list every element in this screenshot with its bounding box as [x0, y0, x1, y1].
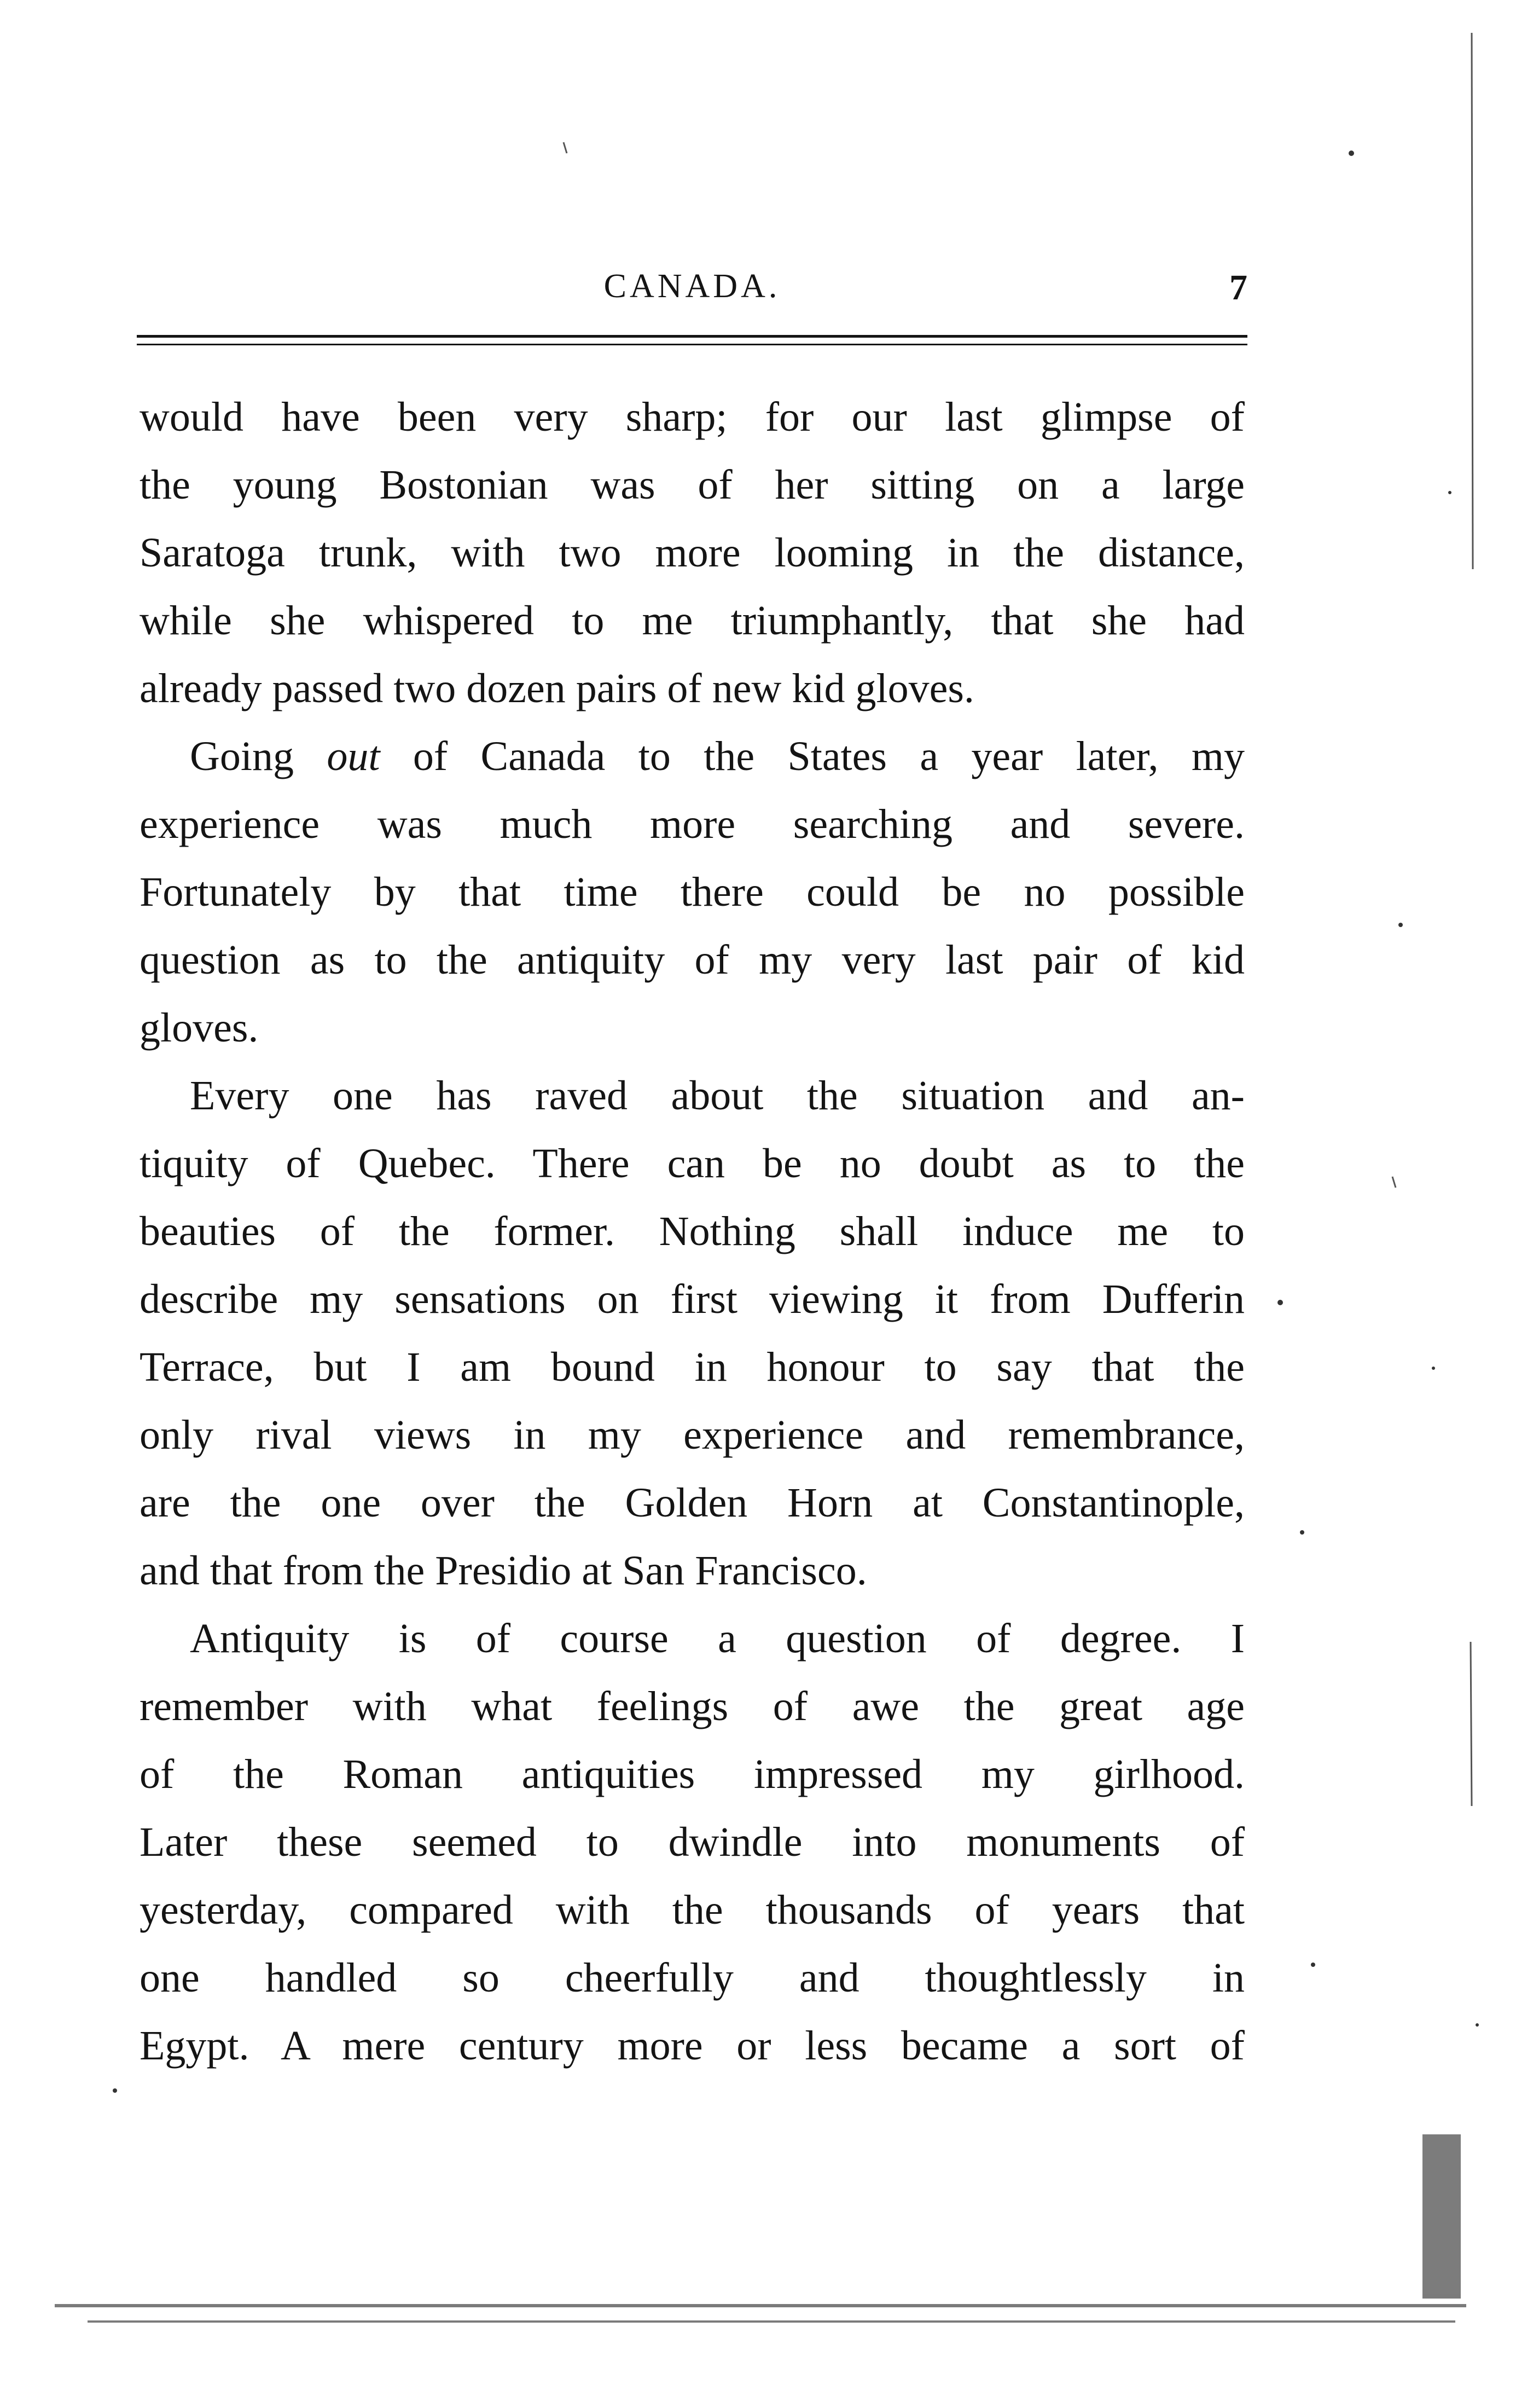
text-line: Terrace, but I am bound in honour to say that the [140, 1344, 1245, 1390]
text-line: Egypt. A mere century more or less became a sort of [140, 2023, 1245, 2069]
text-line: only rival views in my experience and remembrance, [140, 1412, 1245, 1458]
text-line: experience was much more searching and severe. [140, 801, 1245, 847]
text-line: tiquity of Quebec. There can be no doubt as to the [140, 1141, 1245, 1186]
text-line: Every one has raved about the situation and an- [190, 1073, 1245, 1119]
text-line: the young Bostonian was of her sitting on a large [140, 462, 1245, 508]
text-line: Later these seemed to dwindle into monuments of [140, 1819, 1245, 1865]
running-head [137, 267, 1247, 316]
text-line: gloves. [140, 1005, 259, 1051]
text-fragment: of Canada to the States a year later, my [380, 733, 1245, 779]
text-line: while she whispered to me triumphantly, that she had [140, 598, 1245, 644]
page-number: 7 [1229, 268, 1247, 308]
header-rule-thick [137, 335, 1247, 338]
text-line-with-italic [140, 722, 1245, 790]
text-line: Saratoga trunk, with two more looming in the distance, [140, 530, 1245, 576]
text-line: question as to the antiquity of my very last pair of kid [140, 937, 1245, 983]
running-head-title: CANADA. [603, 268, 781, 305]
text-line: Fortunately by that time there could be no possible [140, 869, 1245, 915]
text-line: would have been very sharp; for our last glimpse of [140, 394, 1245, 440]
text-line: are the one over the Golden Horn at Constantinople, [140, 1480, 1245, 1526]
text-line: one handled so cheerfully and thoughtlessly in [140, 1955, 1245, 2001]
text-line: of the Roman antiquities impressed my girlhood. [140, 1751, 1245, 1797]
text-line: describe my sensations on first viewing it from Dufferin [140, 1276, 1245, 1322]
text-line: yesterday, compared with the thousands of years that [140, 1887, 1245, 1933]
text-line: Antiquity is of course a question of degree. I [190, 1616, 1245, 1662]
text-line: already passed two dozen pairs of new kid gloves. [140, 665, 974, 711]
header-rule-thin [137, 344, 1247, 345]
italic-word: out [327, 733, 380, 779]
text-line: beauties of the former. Nothing shall induce me to [140, 1208, 1245, 1254]
text-line: and that from the Presidio at San Francisco. [140, 1548, 867, 1594]
body-text [140, 383, 1245, 2080]
text-fragment: Going [190, 733, 327, 779]
text-line: remember with what feelings of awe the great age [140, 1683, 1245, 1729]
